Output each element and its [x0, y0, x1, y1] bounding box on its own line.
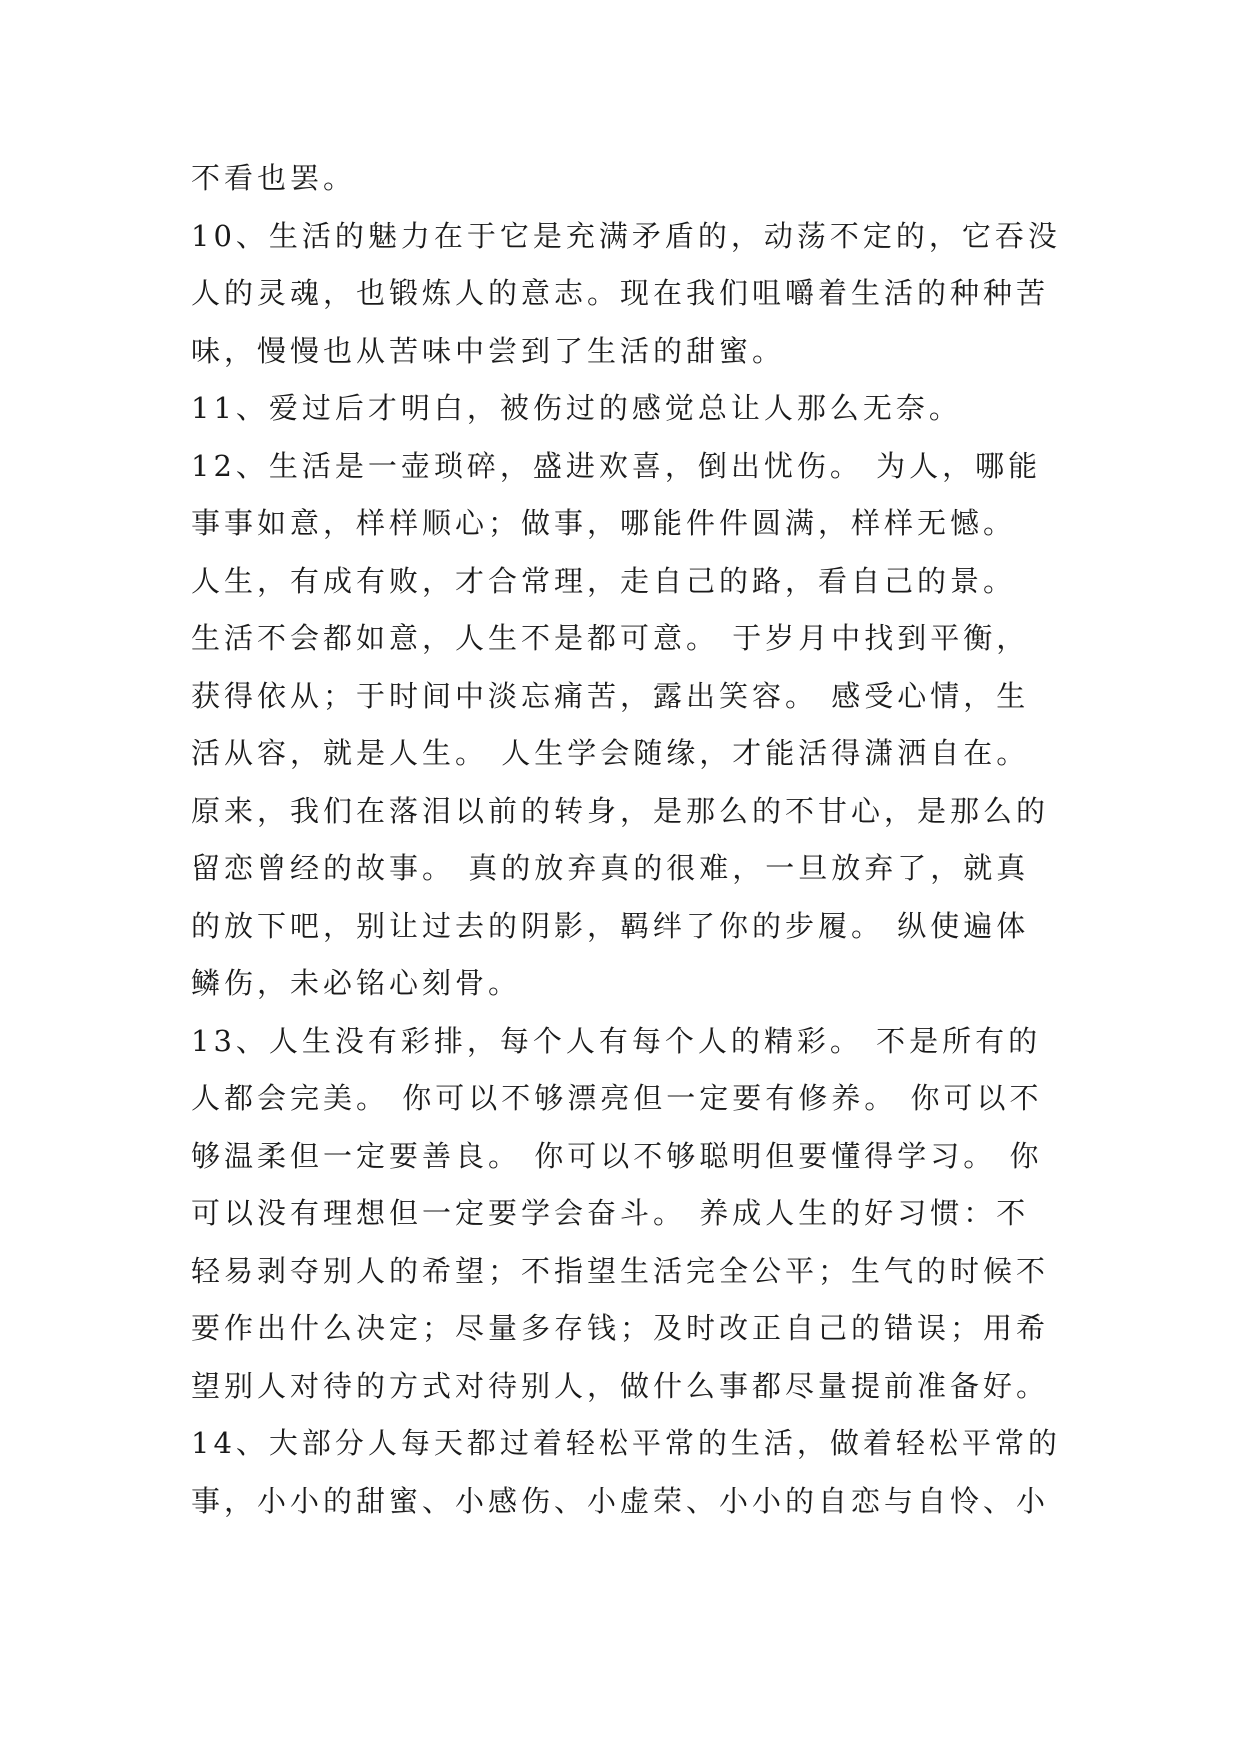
text-line: 的放下吧，别让过去的阴影，羁绊了你的步履。 纵使遍体 [191, 908, 1030, 943]
text-line: 留恋曾经的故事。 真的放弃真的很难，一旦放弃了，就真 [191, 851, 1030, 885]
text-line: 望别人对待的方式对待别人，做什么事都尽量提前准备好。 [191, 1368, 1050, 1403]
text-line: 轻易剥夺别人的希望；不指望生活完全公平；生气的时候不 [191, 1253, 1050, 1288]
text-line: 鳞伤，未必铭心刻骨。 [191, 966, 522, 1000]
text-line: 原来，我们在落泪以前的转身，是那么的不甘心，是那么的 [191, 793, 1050, 828]
document-body [191, 150, 1071, 1530]
text-line: 可以没有理想但一定要学会奋斗。 养成人生的好习惯：不 [191, 1196, 1030, 1230]
text-line: 味，慢慢也从苦味中尝到了生活的甜蜜。 [191, 333, 786, 368]
text-line: 事事如意，样样顺心；做事，哪能件件圆满，样样无憾。 [191, 506, 1017, 540]
text-line: 人生，有成有败，才合常理，走自己的路，看自己的景。 [191, 563, 1017, 598]
text-line: 活从容，就是人生。 人生学会随缘，才能活得潇洒自在。 [191, 736, 1030, 770]
text-line: 11、爱过后才明白，被伤过的感觉总让人那么无奈。 [191, 391, 962, 425]
text-line: 12、生活是一壶琐碎，盛进欢喜，倒出忧伤。 为人，哪能 [191, 448, 1042, 483]
text-line: 13、人生没有彩排，每个人有每个人的精彩。 不是所有的 [191, 1023, 1042, 1058]
text-line: 事，小小的甜蜜、小感伤、小虚荣、小小的自恋与自怜、小 [191, 1483, 1050, 1518]
text-line: 够温柔但一定要善良。 你可以不够聪明但要懂得学习。 你 [191, 1138, 1043, 1173]
text-line: 获得依从；于时间中淡忘痛苦，露出笑容。 感受心情，生 [191, 678, 1030, 713]
text-line: 14、大部分人每天都过着轻松平常的生活，做着轻松平常的 [191, 1426, 1061, 1460]
text-line: 人的灵魂，也锻炼人的意志。现在我们咀嚼着生活的种种苦 [191, 276, 1050, 310]
text-line: 生活不会都如意，人生不是都可意。 于岁月中找到平衡， [191, 621, 1030, 655]
text-line: 要作出什么决定；尽量多存钱；及时改正自己的错误；用希 [191, 1311, 1050, 1345]
text-line: 人都会完美。 你可以不够漂亮但一定要有修养。 你可以不 [191, 1081, 1043, 1115]
text-line: 不看也罢。 [191, 161, 357, 195]
text-line: 10、生活的魅力在于它是充满矛盾的，动荡不定的，它吞没 [191, 218, 1061, 253]
